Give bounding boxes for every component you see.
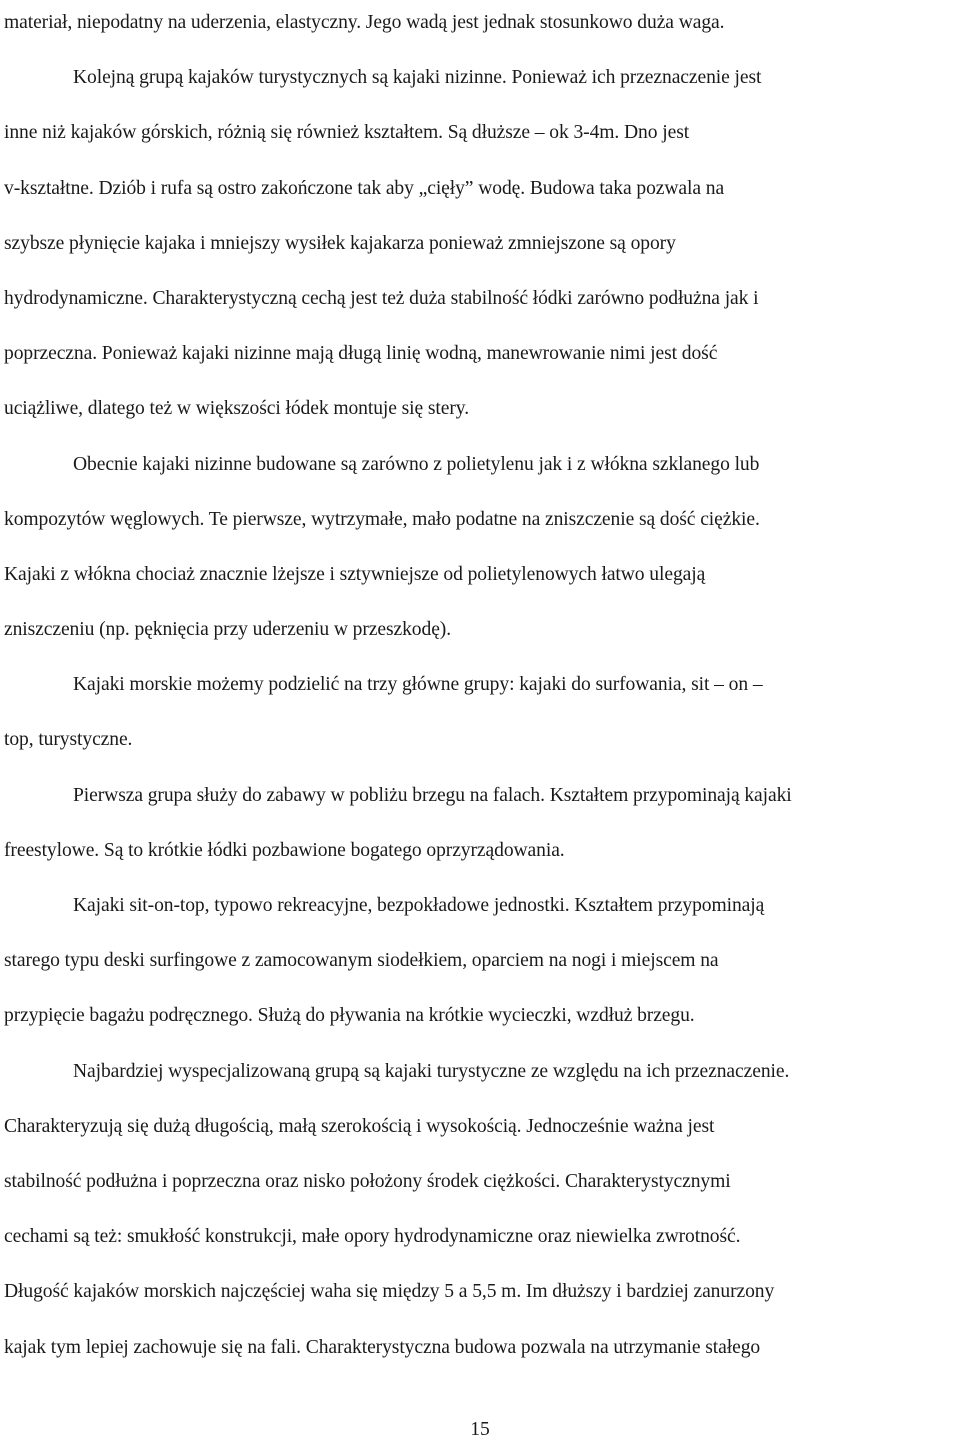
text-line: Długość kajaków morskich najczęściej waha się między 5 a 5,5 m. Im dłuższy i bardziej zanurzony <box>4 1281 775 1303</box>
text-line: Najbardziej wyspecjalizowaną grupą są kajaki turystyczne ze względu na ich przeznaczenie. <box>73 1060 790 1082</box>
text-line: kompozytów węglowych. Te pierwsze, wytrzymałe, mało podatne na zniszczenie są dość ciężkie. <box>4 508 760 530</box>
text-line: stabilność podłużna i poprzeczna oraz nisko położony środek ciężkości. Charakterystycznymi <box>4 1170 731 1192</box>
text-line: hydrodynamiczne. Charakterystyczną cechą jest też duża stabilność łódki zarówno podłużna jak i <box>4 287 759 309</box>
text-line: Kajaki z włókna chociaż znacznie lżejsze i sztywniejsze od polietylenowych łatwo ulegają <box>4 563 706 585</box>
page-number: 15 <box>470 1419 490 1440</box>
text-line: starego typu deski surfingowe z zamocowanym siodełkiem, oparciem na nogi i miejscem na <box>4 950 719 972</box>
text-line: Obecnie kajaki nizinne budowane są zarówno z polietylenu jak i z włókna szklanego lub <box>73 453 760 475</box>
text-line: inne niż kajaków górskich, różnią się również kształtem. Są dłuższe – ok 3-4m. Dno jest <box>4 122 690 144</box>
text-line: Kolejną grupą kajaków turystycznych są kajaki nizinne. Ponieważ ich przeznaczenie jest <box>73 67 762 89</box>
text-line: v-kształtne. Dziób i rufa są ostro zakończone tak aby „cięły” wodę. Budowa taka pozwala na <box>4 177 725 199</box>
text-line: szybsze płynięcie kajaka i mniejszy wysiłek kajakarza ponieważ zmniejszone są opory <box>4 232 676 254</box>
text-line: kajak tym lepiej zachowuje się na fali. Charakterystyczna budowa pozwala na utrzymanie stałego <box>4 1336 761 1358</box>
text-line: poprzeczna. Ponieważ kajaki nizinne mają długą linię wodną, manewrowanie nimi jest dość <box>4 343 718 365</box>
text-line: Kajaki morskie możemy podzielić na trzy główne grupy: kajaki do surfowania, sit – on – <box>73 674 763 696</box>
text-line: przypięcie bagażu podręcznego. Służą do pływania na krótkie wycieczki, wzdłuż brzegu. <box>4 1005 695 1027</box>
body-text <box>4 0 960 1375</box>
text-line: zniszczeniu (np. pęknięcia przy uderzeniu w przeszkodę). <box>4 619 452 641</box>
text-line: materiał, niepodatny na uderzenia, elastyczny. Jego wadą jest jednak stosunkowo duża waga. <box>4 12 725 33</box>
text-line: Charakteryzują się dużą długością, małą szerokością i wysokością. Jednocześnie ważna jest <box>4 1115 715 1137</box>
text-line: Pierwsza grupa służy do zabawy w pobliżu brzegu na falach. Kształtem przypominają kajaki <box>73 784 792 806</box>
text-line: Kajaki sit-on-top, typowo rekreacyjne, bezpokładowe jednostki. Kształtem przypominają <box>73 895 765 916</box>
text-line: uciążliwe, dlatego też w większości łódek montuje się stery. <box>4 398 470 420</box>
text-line: top, turystyczne. <box>4 729 133 751</box>
text-line: cechami są też: smukłość konstrukcji, małe opory hydrodynamiczne oraz niewielka zwrotność. <box>4 1226 741 1248</box>
text-line: freestylowe. Są to krótkie łódki pozbawione bogatego oprzyrządowania. <box>4 839 565 861</box>
